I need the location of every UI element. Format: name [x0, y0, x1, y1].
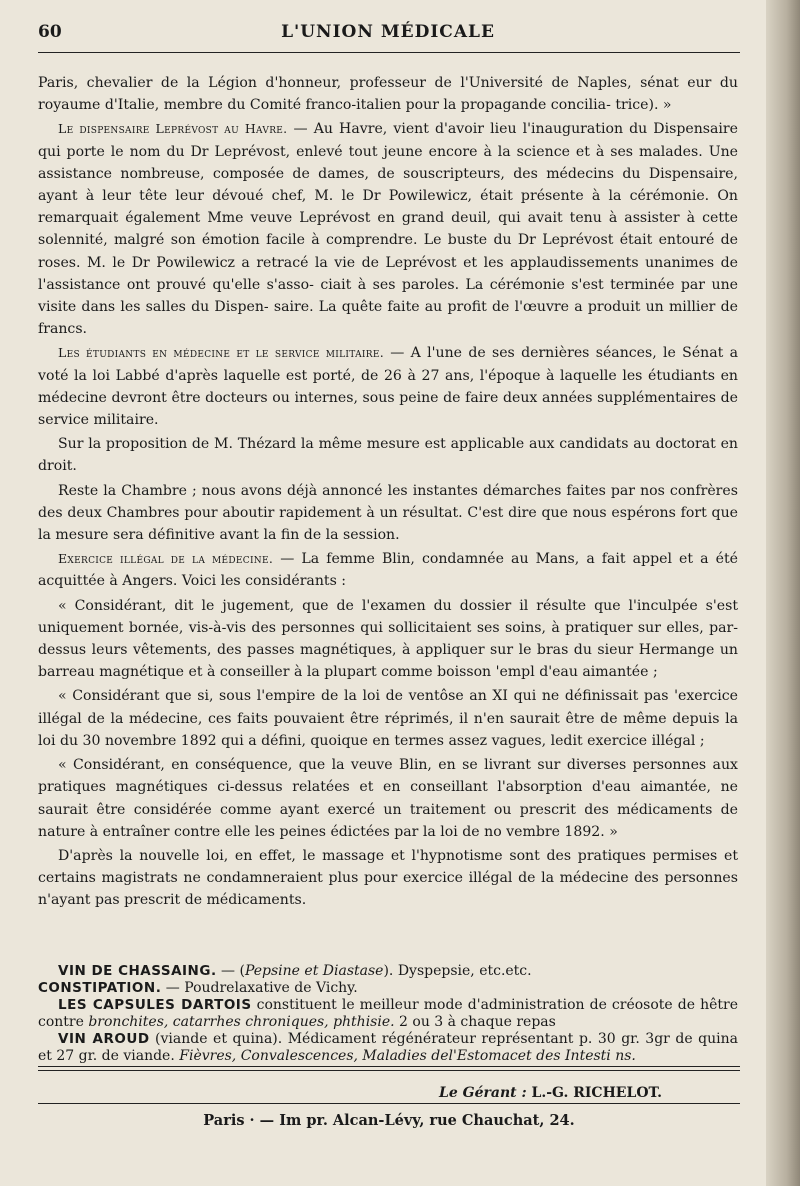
- paragraph-dispensaire: [38, 118, 738, 340]
- gerant-name: L.-G. RICHELOT.: [526, 1085, 662, 1101]
- paragraph-considerant-1: « Considérant, dit le jugement, que de l'examen du dossier il résulte que l'inculpée s'est uniquement bornée, vis-à-vis des personnes qui sollicitaient ses soins, à pratiquer sur elles, par-dessus leurs vêtements, des passes magnétiques, à appliquer sur le bras du sieur Hermange un barreau magnétique et à conseiller à la plupart comme boisson 'empl d'eau aimantée ;: [38, 597, 738, 681]
- paragraph-chambre: Reste la Chambre ; nous avons déjà annoncé les instantes démarches faites par nos confrères des deux Chambres pour aboutir rapidement à un résultat. C'est dire que nous espérons fort que la mesure sera définitive avant la fin de la session.: [38, 482, 738, 544]
- gerant-label: Le Gérant :: [439, 1085, 527, 1101]
- paragraph-thezard: Sur la proposition de M. Thézard la même mesure est applicable aux candidats au doctorat en droit.: [38, 436, 738, 475]
- paragraph-considerant-2: « Considérant que si, sous l'empire de la loi de ventôse an XI qui ne définissait pas 'exercice illégal de la médecine, ces faits pouvaient être réprimés, il n'en saurait être de même depuis la loi du 30 novembre 1892 qui a défini, quoique en termes assez vagues, ledit exercice illégal ;: [38, 688, 738, 749]
- ad-text: — Poudrelaxative de Vichy.: [161, 980, 358, 996]
- advertisements: [38, 963, 738, 1065]
- ad-name: VIN DE CHASSAING.: [58, 963, 217, 979]
- ad-name: LES CAPSULES DARTOIS: [58, 997, 252, 1013]
- paragraph-text: — A l'une de ses dernières séances, le Sénat a voté la loi Labbé d'après laquelle est porté, de 26 à 27 ans, l'époque à laquelle les étudiants en médecine devront être docteurs ou internes, sous peine de faire deux années supplémentaires de service militaire.: [38, 345, 738, 429]
- paragraph-continuation: Paris, chevalier de la Légion d'honneur, professeur de l'Université de Naples, sénat eur du royaume d'Italie, membre du Comité franco-italien pour la propagande concilia- trice). »: [38, 75, 738, 114]
- paragraph-considerant-3: « Considérant, en conséquence, que la veuve Blin, en se livrant sur diverses personnes aux pratiques magnétiques ci-dessus relatées et en conseillant l'absorption d'eau aimantée, ne saurait être considérée comme ayant exercé un traitement ou prescrit des médicaments de nature à entraîner contre elle les peines édictées par la loi de no vembre 1892. »: [38, 757, 738, 840]
- ad-name: CONSTIPATION.: [38, 980, 162, 996]
- section-heading: Exercice illégal de la médecine.: [58, 551, 274, 567]
- page-edge-shadow: [766, 0, 800, 1186]
- ad-vin-chassaing: [38, 963, 738, 980]
- article-body: [38, 72, 738, 912]
- ad-capsules-dartois: [38, 997, 738, 1031]
- paragraph-nouvelle-loi: D'après la nouvelle loi, en effet, le massage et l'hypnotisme sont des pratiques permises et certains magistrats ne condamneraient plus pour exercice illégal de la médecine des personnes n'ayant pas prescrit de médicaments.: [38, 847, 738, 909]
- ad-text: ). Dyspepsie, etc.etc.: [383, 963, 532, 979]
- ad-vin-aroud: [38, 1031, 738, 1065]
- ad-text: — (: [216, 963, 245, 979]
- printer-imprint: Paris · — Im pr. Alcan-Lévy, rue Chauchat, 24.: [203, 1112, 575, 1129]
- page-number: 60: [38, 22, 62, 42]
- ad-constipation: [38, 980, 738, 997]
- ad-text-italic: Fièvres, Convalescences, Maladies del'Estomacet des Intesti ns.: [179, 1048, 636, 1064]
- footer-rule-bottom: [38, 1070, 740, 1071]
- section-heading: Les étudiants en médecine et le service militaire.: [58, 345, 384, 361]
- ad-text-italic: Pepsine et Diastase: [244, 963, 384, 979]
- paragraph-text: — Au Havre, vient d'avoir lieu l'inauguration du Dispensaire qui porte le nom du Dr Leprévost, enlevé tout jeune encore à la science et à ses malades. Une assistance nombreuse, composée de dames, de souscripteurs, des médecins du Dispensaire, ayant à leur tête leur dévoué chef, M. le Dr Powilewicz, était présente à la cérémonie. On remarquait également Mme veuve Leprévost en grand deuil, qui avait tenu à assister à cette solennité, malgré son émotion facile à comprendre. Le buste du Dr Leprévost était entouré de roses. M. le Dr Powilewicz a retracé la vie de Leprévost et les applaudissements unanimes de l'assistance ont prouvé qu'elle s'asso- ciait à ses paroles. La cérémonie s'est terminée par une visite dans les salles du Dispen- saire. La quête faite au profit de l'œuvre a produit un millier de francs.: [38, 121, 739, 338]
- section-heading: Le dispensaire Leprévost au Havre.: [58, 121, 288, 137]
- printer-rule: [38, 1103, 740, 1104]
- ad-text: (viande et quina). Médicament régénérateur représentant p. 30 gr. 3gr de quina et 27 gr. de viande.: [38, 1031, 738, 1064]
- paragraph-exercice: [38, 548, 738, 592]
- gerant-signature: [439, 1085, 662, 1101]
- running-header: [38, 22, 738, 48]
- ad-text: constituent le meilleur mode d'administration de créosote de hêtre contre: [38, 997, 738, 1030]
- footer-rule-top: [38, 1066, 740, 1067]
- paragraph-text: — La femme Blin, condamnée au Mans, a fait appel et a été acquittée à Angers. Voici les considérants :: [38, 551, 738, 590]
- paragraph-etudiants: [38, 342, 738, 431]
- ad-text: 2 ou 3 à chaque repas: [394, 1014, 556, 1030]
- ad-name: VIN AROUD: [58, 1031, 150, 1047]
- ad-text-italic: bronchites, catarrhes chroniques, phthisie.: [88, 1014, 395, 1030]
- header-rule: [38, 52, 740, 53]
- journal-title: L'UNION MÉDICALE: [281, 22, 495, 42]
